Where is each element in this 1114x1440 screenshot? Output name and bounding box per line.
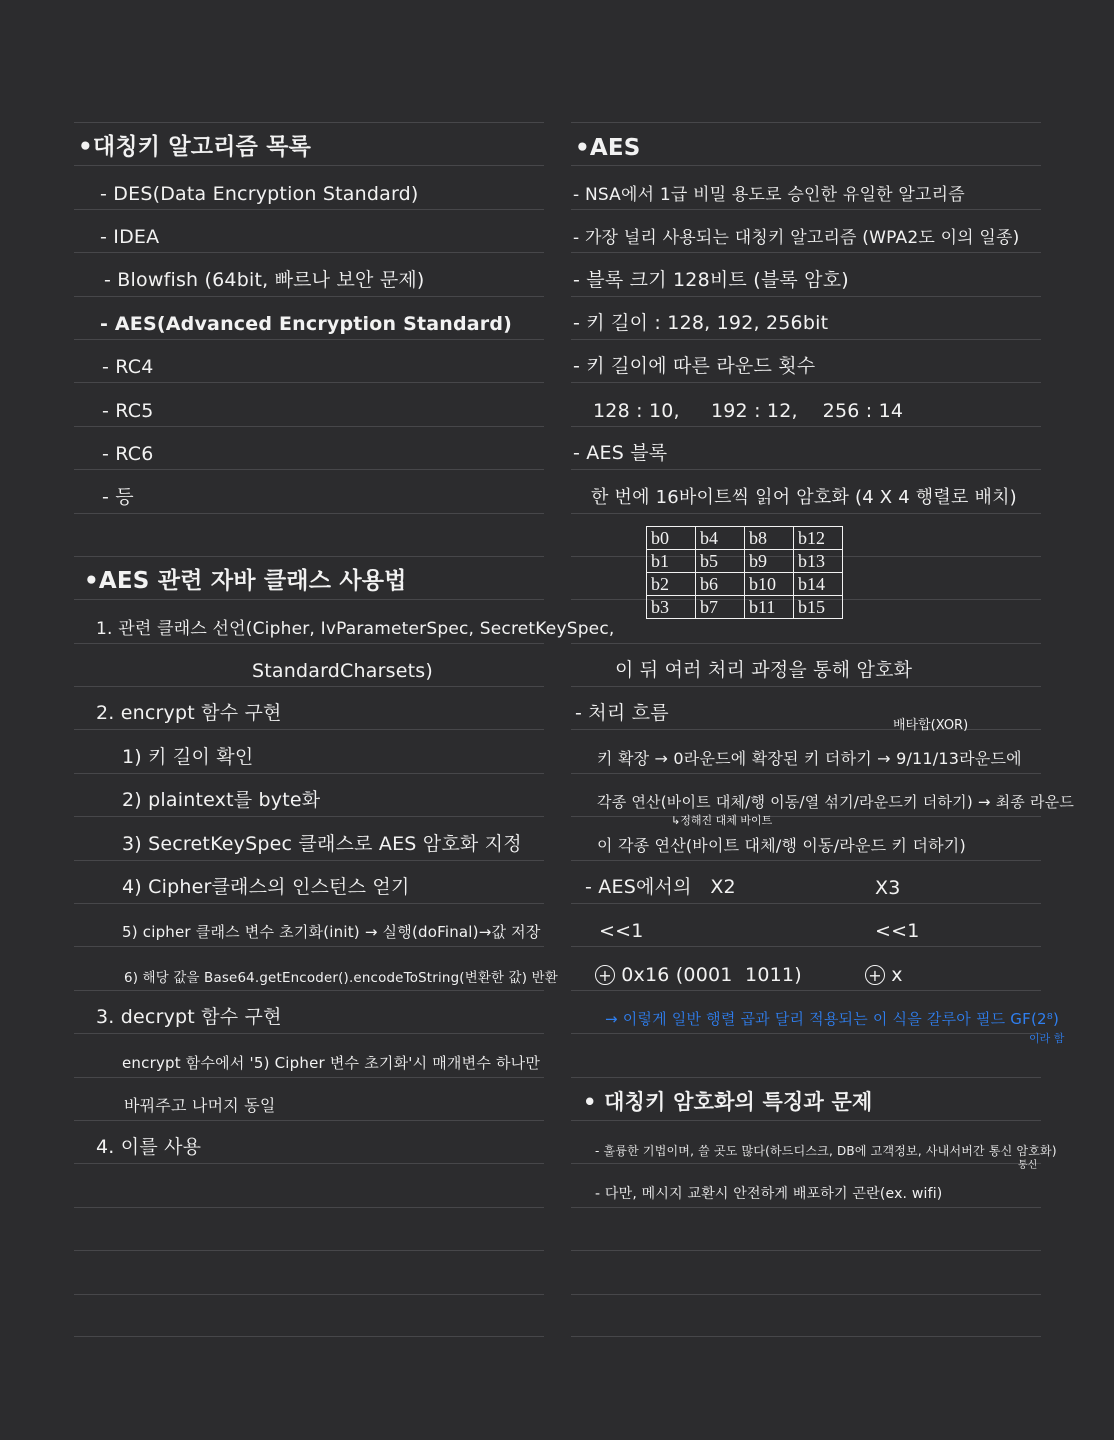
note-line bbox=[74, 339, 544, 382]
list-item-etc: - 등 bbox=[102, 485, 134, 508]
note-line bbox=[571, 860, 1041, 903]
note-line bbox=[74, 556, 544, 599]
aes-x3-label: X3 bbox=[875, 877, 901, 900]
matrix-cell: b7 bbox=[696, 596, 745, 619]
note-line bbox=[74, 1250, 544, 1293]
list-item-rc4: - RC4 bbox=[102, 356, 154, 379]
process-flow-1: 키 확장 → 0라운드에 확장된 키 더하기 → 9/11/13라운드에 bbox=[597, 748, 1022, 768]
xor-icon: + bbox=[595, 965, 615, 985]
list-item-rc5: - RC5 bbox=[102, 399, 154, 422]
step-2-2: 2) plaintext를 byte화 bbox=[122, 789, 321, 812]
process-flow-2: 각종 연산(바이트 대체/행 이동/열 섞기/라운드키 더하기) → 최종 라운드 bbox=[597, 793, 1075, 812]
galois-field-note: → 이렇게 일반 행렬 곱과 달리 적용되는 이 식을 갈루아 필드 GF(2⁸) bbox=[605, 1010, 1060, 1029]
note-line bbox=[74, 165, 544, 208]
note-line bbox=[74, 1163, 544, 1206]
list-item-aes: - AES(Advanced Encryption Standard) bbox=[100, 312, 513, 335]
shift-left-1-b: <<1 bbox=[875, 920, 920, 943]
note-line bbox=[571, 1250, 1041, 1293]
comm-annotation: 통신 bbox=[1018, 1160, 1038, 1171]
note-line bbox=[74, 513, 544, 556]
aes-x2-label: - AES에서의 X2 bbox=[585, 876, 736, 899]
process-flow-heading: - 처리 흐름 bbox=[575, 702, 669, 725]
note-line bbox=[74, 1207, 544, 1250]
matrix-cell: b4 bbox=[696, 527, 745, 550]
note-line bbox=[74, 1077, 544, 1120]
step-4: 4. 이를 사용 bbox=[96, 1136, 202, 1159]
right-notes-column bbox=[571, 122, 1075, 1337]
note-line bbox=[571, 729, 1041, 772]
matrix-cell: b5 bbox=[696, 550, 745, 573]
matrix-cell: b11 bbox=[745, 596, 794, 619]
feature-con: - 다만, 메시지 교환시 안전하게 배포하기 곤란(ex. wifi) bbox=[595, 1185, 943, 1202]
note-line bbox=[74, 426, 544, 469]
note-line bbox=[74, 599, 615, 642]
note-line bbox=[571, 165, 1041, 208]
note-line bbox=[571, 990, 1060, 1033]
note-line bbox=[74, 816, 544, 859]
note-line bbox=[571, 122, 1041, 165]
note-line bbox=[74, 946, 558, 989]
matrix-cell: b1 bbox=[647, 550, 696, 573]
note-line bbox=[571, 643, 1041, 686]
matrix-cell: b9 bbox=[745, 550, 794, 573]
step-2-5: 5) cipher 클래스 변수 초기화(init) → 실행(doFinal)→값 저장 bbox=[122, 923, 541, 942]
note-line bbox=[571, 1207, 1041, 1250]
substitution-annotation: ↳정해진 대체 바이트 bbox=[671, 814, 773, 827]
matrix-cell: b12 bbox=[794, 527, 843, 550]
note-line bbox=[74, 209, 544, 252]
list-item-idea: - IDEA bbox=[100, 226, 160, 249]
section-heading-features: • 대칭키 암호화의 특징과 문제 bbox=[583, 1089, 873, 1114]
feature-pro: - 훌륭한 기법이며, 쓸 곳도 많다(하드디스크, DB에 고객정보, 사내서버간 통신 암호화) bbox=[595, 1144, 1057, 1159]
aes-fact-rounds: - 키 길이에 따른 라운드 횟수 bbox=[573, 355, 816, 378]
note-line bbox=[571, 773, 1075, 816]
aes-rounds-values: 128 : 10, 192 : 12, 256 : 14 bbox=[593, 399, 904, 422]
galois-annotation: 이라 함 bbox=[1029, 1032, 1065, 1045]
section-heading-aes-java: •AES 관련 자바 클래스 사용법 bbox=[84, 568, 407, 595]
step-3-desc-cont: 바꿔주고 나머지 동일 bbox=[124, 1095, 276, 1115]
note-line bbox=[571, 903, 1041, 946]
step-3-desc: encrypt 함수에서 '5) Cipher 변수 초기화'시 매개변수 하나만 bbox=[122, 1053, 541, 1072]
note-line bbox=[74, 1120, 544, 1163]
xor-x-expression: + x bbox=[865, 964, 903, 986]
note-line bbox=[74, 643, 544, 686]
matrix-cell: b10 bbox=[745, 573, 794, 596]
note-line bbox=[571, 252, 1041, 295]
note-line bbox=[571, 382, 1041, 425]
note-line bbox=[571, 946, 1041, 989]
aes-block-heading: - AES 블록 bbox=[573, 442, 668, 465]
matrix-row bbox=[647, 550, 843, 573]
xor-icon: + bbox=[865, 965, 885, 985]
note-line bbox=[571, 1294, 1041, 1337]
note-line bbox=[74, 860, 544, 903]
list-item-des: - DES(Data Encryption Standard) bbox=[100, 182, 419, 205]
note-line bbox=[571, 339, 1041, 382]
note-line bbox=[74, 252, 544, 295]
section-heading-aes: •AES bbox=[575, 135, 641, 162]
note-line bbox=[571, 816, 1041, 859]
xor-annotation: 배타합(XOR) bbox=[893, 718, 969, 733]
matrix-cell: b15 bbox=[794, 596, 843, 619]
aes-after-matrix: 이 뒤 여러 처리 과정을 통해 암호화 bbox=[615, 659, 913, 682]
note-line bbox=[74, 686, 544, 729]
note-line bbox=[571, 1033, 1041, 1076]
note-line bbox=[571, 469, 1041, 512]
note-line bbox=[74, 903, 544, 946]
note-line bbox=[74, 382, 544, 425]
note-line bbox=[74, 990, 544, 1033]
step-3: 3. decrypt 함수 구현 bbox=[96, 1006, 282, 1029]
list-item-rc6: - RC6 bbox=[102, 443, 154, 466]
step-2-4: 4) Cipher클래스의 인스턴스 얻기 bbox=[122, 876, 410, 899]
note-line bbox=[571, 426, 1041, 469]
note-line bbox=[74, 729, 544, 772]
aes-byte-matrix bbox=[646, 526, 843, 619]
note-line bbox=[571, 1163, 1041, 1206]
step-2-3: 3) SecretKeySpec 클래스로 AES 암호화 지정 bbox=[122, 832, 522, 855]
note-line bbox=[74, 469, 544, 512]
matrix-cell: b13 bbox=[794, 550, 843, 573]
aes-block-desc: 한 번에 16바이트씩 읽어 암호화 (4 X 4 행렬로 배치) bbox=[591, 486, 1017, 508]
note-line bbox=[571, 686, 1041, 729]
matrix-cell: b14 bbox=[794, 573, 843, 596]
note-line bbox=[74, 1294, 544, 1337]
note-line bbox=[74, 296, 544, 339]
step-1: 1. 관련 클래스 선언(Cipher, IvParameterSpec, SecretKeySpec, bbox=[96, 618, 615, 639]
aes-fact-block-size: - 블록 크기 128비트 (블록 암호) bbox=[573, 268, 849, 291]
list-item-blowfish: - Blowfish (64bit, 빠르나 보안 문제) bbox=[104, 268, 425, 291]
step-2-6: 6) 해당 값을 Base64.getEncoder().encodeToString(변환한 값) 반환 bbox=[124, 970, 558, 986]
matrix-cell: b6 bbox=[696, 573, 745, 596]
note-line bbox=[571, 1077, 1041, 1120]
aes-fact-popular: - 가장 널리 사용되는 대칭키 알고리즘 (WPA2도 이의 일종) bbox=[573, 228, 1020, 249]
note-line bbox=[571, 209, 1041, 252]
matrix-row bbox=[647, 573, 843, 596]
matrix-row bbox=[647, 527, 843, 550]
step-2-1: 1) 키 길이 확인 bbox=[122, 745, 254, 768]
matrix-cell: b8 bbox=[745, 527, 794, 550]
left-notes-column bbox=[74, 122, 615, 1337]
note-line bbox=[74, 122, 544, 165]
xor-expression: + 0x16 (0001 1011) bbox=[595, 964, 802, 986]
aes-fact-key-length: - 키 길이 : 128, 192, 256bit bbox=[573, 311, 829, 334]
note-line bbox=[74, 773, 544, 816]
section-heading-symmetric-list: •대칭키 알고리즘 목록 bbox=[78, 134, 312, 161]
aes-fact-nsa: - NSA에서 1급 비밀 용도로 승인한 유일한 알고리즘 bbox=[573, 184, 965, 205]
process-flow-3: 이 각종 연산(바이트 대체/행 이동/라운드 키 더하기) bbox=[597, 835, 966, 855]
note-line bbox=[74, 1033, 544, 1076]
matrix-row bbox=[647, 596, 843, 619]
step-1-cont: StandardCharsets) bbox=[252, 660, 433, 683]
matrix-cell: b3 bbox=[647, 596, 696, 619]
note-line bbox=[571, 1120, 1057, 1163]
step-2: 2. encrypt 함수 구현 bbox=[96, 702, 282, 725]
matrix-cell: b0 bbox=[647, 527, 696, 550]
shift-left-1: <<1 bbox=[599, 920, 644, 943]
matrix-cell: b2 bbox=[647, 573, 696, 596]
note-line bbox=[571, 296, 1041, 339]
